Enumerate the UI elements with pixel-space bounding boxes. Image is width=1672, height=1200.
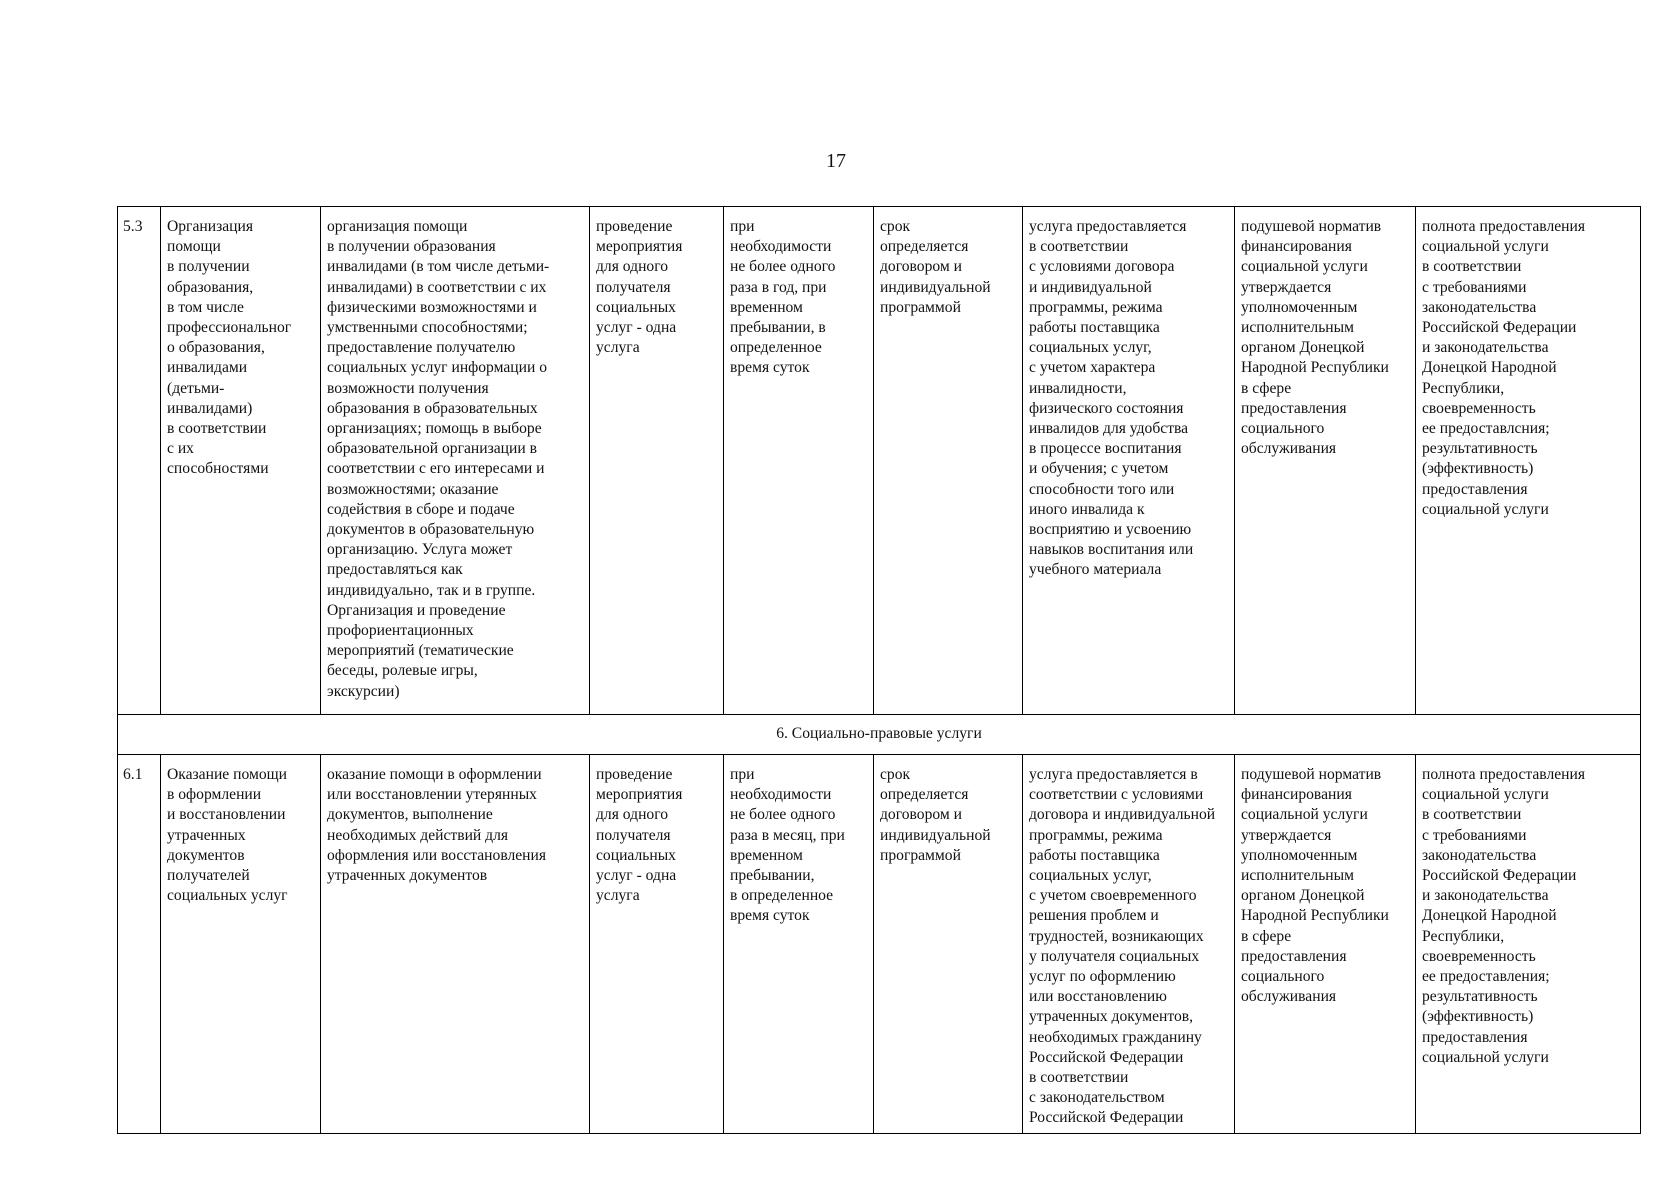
service-name: Оказание помощи в оформлении и восстановлении утраченных документов получателей социальных услуг [161, 755, 321, 1134]
service-description: организация помощи в получении образования инвалидами (в том числе детьми- инвалидами) в соответствии с их физическими возможностями и умственными способностями; предоставление получателю социальных услуг информации о возможности получения образования в образовательных организациях; помощь в выборе образовательной организации в соответствии с его интересами и возможностями; оказание содействия в сборе и подаче документов в образовательную организацию. Услуга может предоставляться как индивидуально, так и в группе. Организация и проведение профориентационных мероприятий (тематические беседы, ролевые игры, экскурсии) [321, 207, 590, 715]
service-term: срок определяется договором и индивидуальной программой [874, 207, 1023, 715]
table-row [118, 755, 1641, 1134]
table-row [118, 207, 1641, 715]
service-conditions: услуга предоставляется в соответствии с условиями договора и индивидуальной программы, режима работы поставщика социальных услуг, с учетом характера инвалидности, физического состояния инвалидов для удобства в процессе воспитания и обучения; с учетом способности того или иного инвалида к восприятию и усвоению навыков воспитания или учебного материала [1023, 207, 1235, 715]
service-quality: полнота предоставления социальной услуги в соответствии с требованиями законодательства Российской Федерации и законодательства Донецкой Народной Республики, своевременность ее предоставлсния; результативность (эффективность) предоставления социальной услуги [1416, 207, 1641, 715]
service-funding: подушевой норматив финансирования социальной услуги утверждается уполномоченным исполнительным органом Донецкой Народной Республики в сфере предоставления социального обслуживания [1235, 207, 1416, 715]
service-conditions: услуга предоставляется в соответствии с условиями договора и индивидуальной программы, режима работы поставщика социальных услуг, с учетом своевременного решения проблем и трудностей, возникающих у получателя социальных услуг по оформлению или восстановлению утраченных документов, необходимых гражданину Российской Федерации в соответствии с законодательством Российской Федерации [1023, 755, 1235, 1134]
service-volume: проведение мероприятия для одного получателя социальных услуг - одна услуга [590, 755, 724, 1134]
service-description: оказание помощи в оформлении или восстановлении утерянных документов, выполнение необходимых действий для оформления или восстановления утраченных документов [321, 755, 590, 1134]
row-number: 5.3 [118, 207, 161, 715]
service-name: Организация помощи в получении образования, в том числе профессиональног о образования, инвалидами (детьми- инвалидами) в соответствии с их способностями [161, 207, 321, 715]
service-funding: подушевой норматив финансирования социальной услуги утверждается уполномоченным исполнительным органом Донецкой Народной Республики в сфере предоставления социального обслуживания [1235, 755, 1416, 1134]
page-number: 17 [826, 150, 846, 172]
row-number: 6.1 [118, 755, 161, 1134]
service-periodicity: при необходимости не более одного раза в месяц, при временном пребывании, в определенное время суток [724, 755, 874, 1134]
section-heading: 6. Социально-правовые услуги [118, 715, 1641, 755]
service-term: срок определяется договором и индивидуальной программой [874, 755, 1023, 1134]
service-quality: полнота предоставления социальной услуги в соответствии с требованиями законодательства Российской Федерации и законодательства Донецкой Народной Республики, своевременность ее предоставления; результативность (эффективность) предоставления социальной услуги [1416, 755, 1641, 1134]
service-volume: проведение мероприятия для одного получателя социальных услуг - одна услуга [590, 207, 724, 715]
section-row [118, 715, 1641, 755]
service-periodicity: при необходимости не более одного раза в год, при временном пребывании, в определенное время суток [724, 207, 874, 715]
services-table [117, 206, 1641, 1134]
